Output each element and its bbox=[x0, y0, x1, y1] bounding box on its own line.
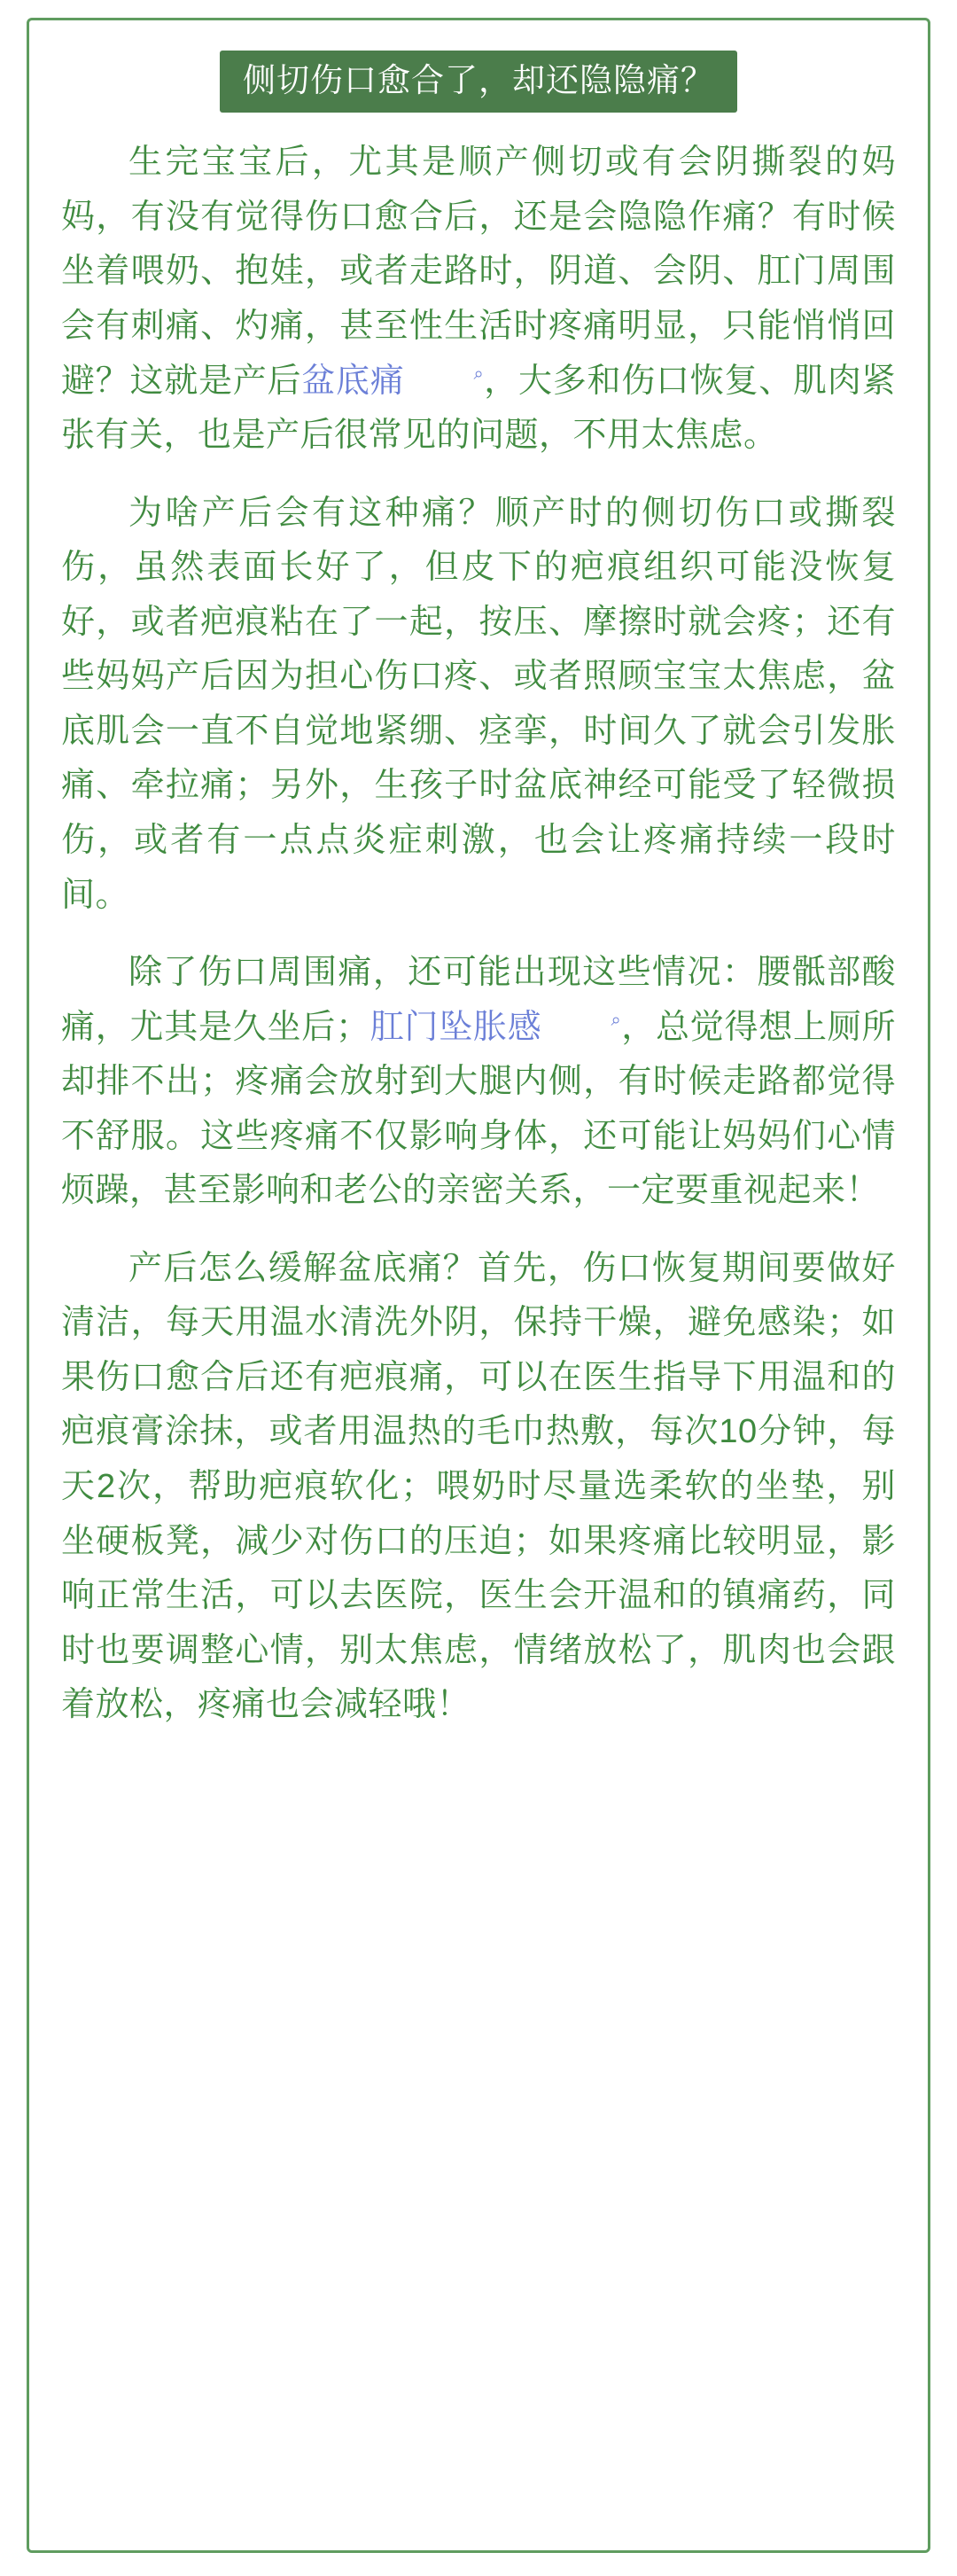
article-body bbox=[61, 136, 896, 1732]
paragraph bbox=[61, 487, 896, 923]
search-icon: ⌕ bbox=[611, 1009, 622, 1030]
paragraph bbox=[61, 136, 896, 463]
paragraph bbox=[61, 1242, 896, 1733]
title-container bbox=[61, 51, 896, 113]
paragraph-text: ，总觉得想上厕所却排不出；疼痛会放射到大腿内侧，有时候走路都觉得不舒服。这些疼痛不仅影响身体，还可能让妈妈们心情烦躁，甚至影响和老公的亲密关系，一定要重视起来！ bbox=[61, 1008, 896, 1210]
paragraph-text: 生完宝宝后，尤其是顺产侧切或有会阴撕裂的妈妈，有没有觉得伤口愈合后，还是会隐隐作痛？有时候坐着喂奶、抱娃，或者走路时，阴道、会阴、肛门周围会有刺痛、灼痛，甚至性生活时疼痛明显，只能悄悄回避？这就是产后 bbox=[61, 144, 896, 400]
paragraph-text: ，大多和伤口恢复、肌肉紧张有关，也是产后很常见的问题，不用太焦虑。 bbox=[61, 362, 896, 455]
paragraph-text: 为啥产后会有这种痛？顺产时的侧切伤口或撕裂伤，虽然表面长好了，但皮下的疤痕组织可能没恢复好，或者疤痕粘在了一起，按压、摩擦时就会疼；还有些妈妈产后因为担心伤口疼、或者照顾宝宝太焦虑，盆底肌会一直不自觉地紧绷、痉挛，时间久了就会引发胀痛、牵拉痛；另外，生孩子时盆底神经可能受了轻微损伤，或者有一点点炎症刺激，也会让疼痛持续一段时间。 bbox=[61, 494, 896, 914]
page-title: 侧切伤口愈合了，却还隐隐痛？ bbox=[220, 51, 737, 113]
article-card bbox=[27, 18, 930, 2553]
search-icon: ⌕ bbox=[473, 363, 485, 384]
paragraph bbox=[61, 946, 896, 1219]
keyword-link[interactable]: 肛门坠胀感 ⌕ bbox=[370, 1009, 621, 1046]
keyword-link[interactable]: 盆底痛 ⌕ bbox=[301, 363, 484, 400]
paragraph-text: 除了伤口周围痛，还可能出现这些情况：腰骶部酸痛，尤其是久坐后； bbox=[61, 954, 896, 1046]
paragraph-text: 产后怎么缓解盆底痛？首先，伤口恢复期间要做好清洁，每天用温水清洗外阴，保持干燥，避免感染；如果伤口愈合后还有疤痕痛，可以在医生指导下用温和的疤痕膏涂抹，或者用温热的毛巾热敷，每次10分钟，每天2次，帮助疤痕软化；喂奶时尽量选柔软的坐垫，别坐硬板凳，减少对伤口的压迫；如果疼痛比较明显，影响正常生活，可以去医院，医生会开温和的镇痛药，同时也要调整心情，别太焦虑，情绪放松了，肌肉也会跟着放松，疼痛也会减轻哦！ bbox=[61, 1249, 896, 1724]
